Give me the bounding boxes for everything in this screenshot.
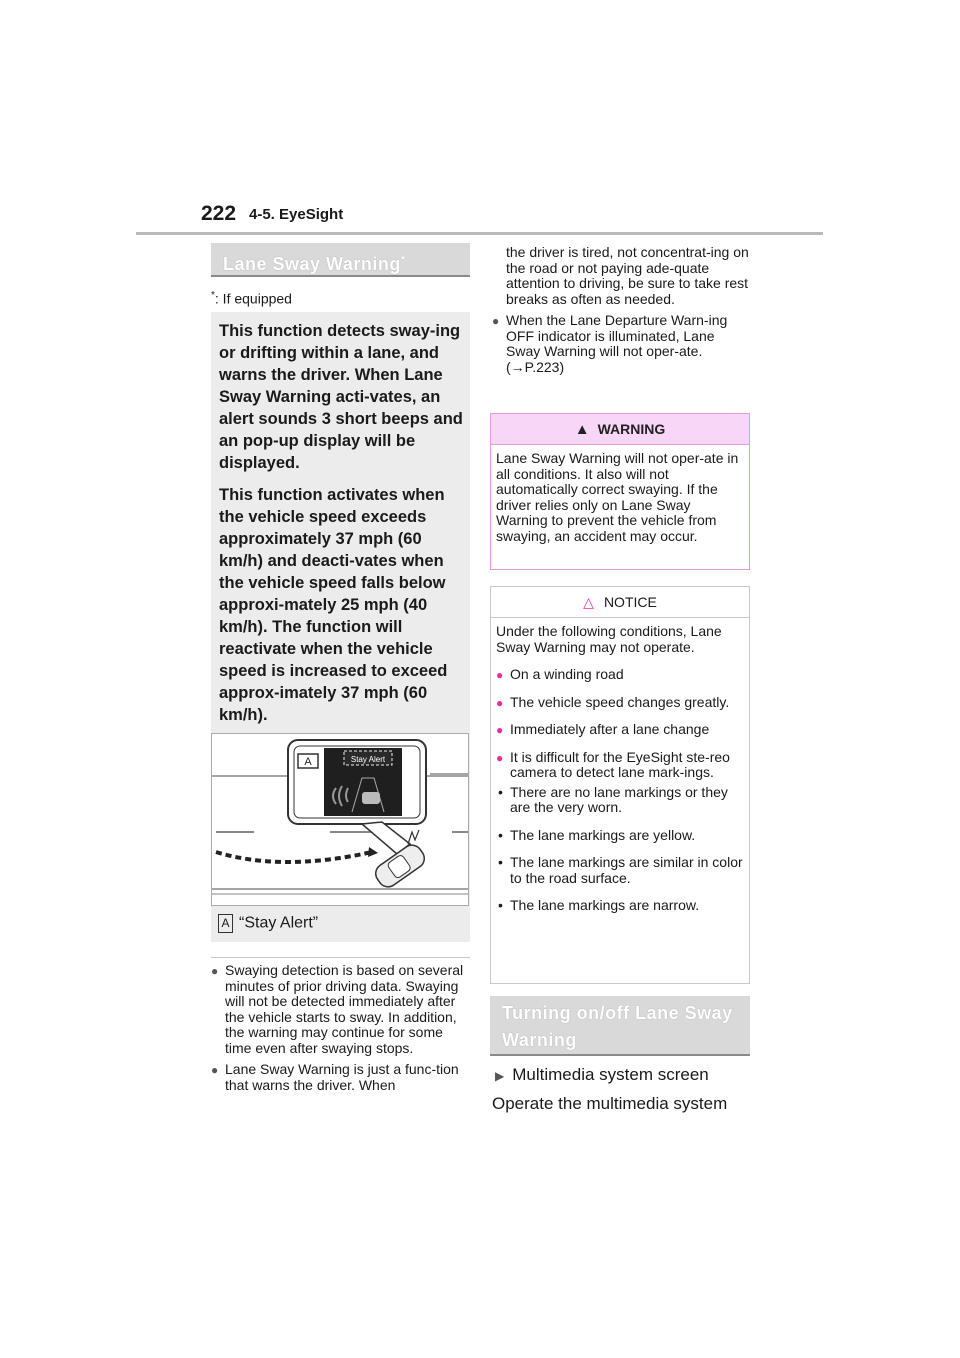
sub-list-item: • The lane markings are yellow. [498, 826, 696, 843]
list-item: ● Lane Sway Warning is just a func-tion that warns the driver. When [211, 1061, 459, 1093]
multimedia-screen-label: ▶ Multimedia system screen [495, 1065, 709, 1084]
turning-on-off-heading: Turning on/off Lane Sway Warning [490, 996, 750, 1056]
triangle-bullet-icon: ▶ [495, 1069, 505, 1083]
warning-triangle-icon: ▲ [574, 421, 590, 438]
stay-alert-display: Stay Alert [350, 755, 386, 764]
section-title: 4-5. EyeSight [249, 206, 344, 223]
divider [211, 957, 470, 958]
warning-text: Lane Sway Warning will not oper-ate in all conditions. It also will not automatically correct swaying. If the driver relies only on Lane Sway Warning to prevent the vehicle from swaying, an accident may occur. [496, 450, 739, 544]
notice-header: △ NOTICE [491, 587, 749, 618]
notice-intro: Under the following conditions, Lane Sway Warning may not operate. [496, 623, 722, 655]
list-item: ● Immediately after a lane change [496, 721, 710, 737]
operate-text: Operate the multimedia system [492, 1094, 728, 1113]
continued-notes [492, 245, 750, 381]
list-item-continued: the driver is tired, not concentrat-ing on the road or not paying ade-quate attention to driving, be sure to take rest breaks as often as needed. [506, 244, 749, 307]
warning-box [490, 413, 750, 570]
lane-sway-warning-heading: Lane Sway Warning* [211, 243, 470, 277]
intro-paragraph-1: This function detects sway-ing or drifting within a lane, and warns the driver. When Lane Sway Warning acti-vates, an alert sounds 3 short beeps and an pop-up display will be displayed. [219, 322, 463, 472]
sub-list-item: • The lane markings are similar in color to the road surface. [498, 854, 743, 886]
sub-list-item: • The lane markings are narrow. [498, 897, 700, 913]
warning-header: ▲ WARNING [491, 414, 749, 445]
list-item: ● When the Lane Departure Warn-ing OFF indicator is illuminated, Lane Sway Warning will not oper-ate. (→P.223) [492, 312, 728, 375]
figure-caption: A “Stay Alert” [218, 914, 318, 933]
page-number: 222 [201, 202, 237, 225]
list-item: ● Swaying detection is based on several minutes of prior driving data. Swaying will not be detected immediately after the vehicle starts to sway. In addition, the warning may continue for some time even after swaying stops. [211, 962, 464, 1056]
figure-callout-a: A [304, 756, 312, 768]
list-item: ● The vehicle speed changes greatly. [496, 693, 730, 710]
list-item: ● On a winding road [496, 666, 624, 682]
list-item: ● It is difficult for the EyeSight ste-reo camera to detect lane mark-ings. [496, 748, 730, 780]
notice-body [491, 618, 749, 932]
caution-triangle-icon: △ [583, 594, 594, 610]
intro-paragraph-2: This function activates when the vehicle speed exceeds approximately 37 mph (60 km/h) and deacti-vates when the vehicle speed falls below approxi-mately 25 mph (40 km/h). The function will reactivate when the vehicle speed is increased to exceed approx-imately 37 mph (60 km/h). [219, 486, 448, 724]
lane-sway-illustration [211, 733, 469, 906]
sub-list-item: • There are no lane markings or they are the very worn. [498, 783, 728, 815]
intro-text [219, 320, 464, 736]
caption-label-a: A [218, 914, 233, 933]
footnote: *: If equipped [211, 290, 292, 307]
notes-list [211, 963, 470, 1099]
notice-box [490, 586, 750, 984]
header-divider [136, 232, 823, 235]
illustration-svg [212, 734, 468, 905]
